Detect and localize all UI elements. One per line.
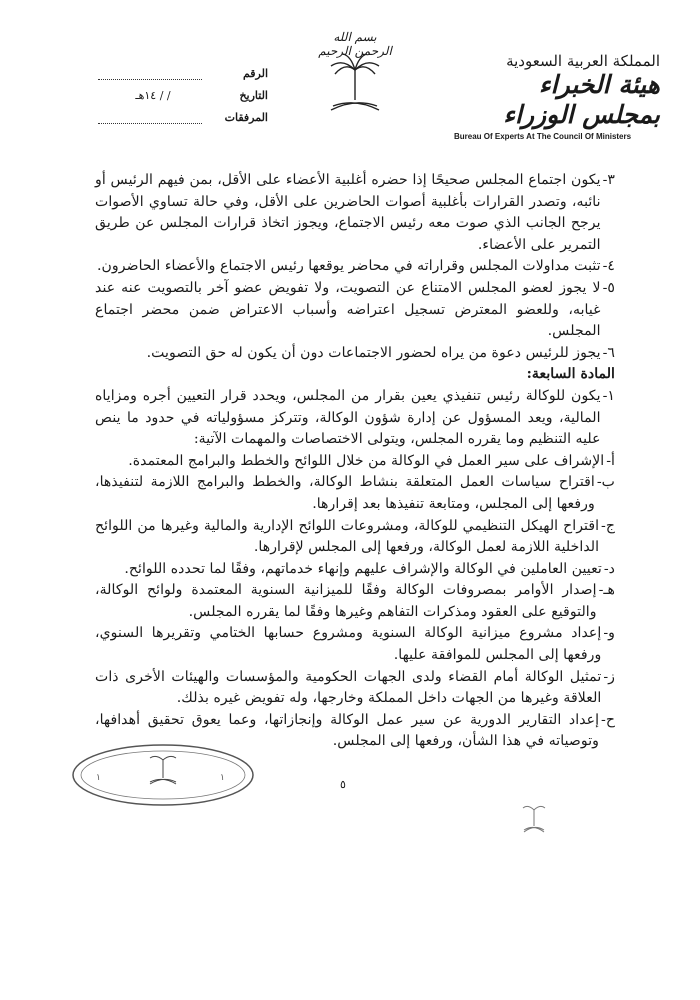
item-text: يجوز للرئيس دعوة من يراه لحضور الاجتماعات دون أن يكون له حق التصويت. — [146, 344, 601, 361]
item-text: لا يجوز لعضو المجلس الامتناع عن التصويت، ولا تفويض عضو آخر بالتصويت عنه عند غيابه، وللعضو المعترض تسجيل اعتراضه وأسباب الاعتراض ضمن محضر اجتماع المجلس. — [95, 279, 601, 340]
palm-swords-emblem-icon — [325, 48, 385, 118]
date-value: / / ١٤هـ — [135, 89, 171, 102]
page-number: ٥ — [340, 778, 346, 791]
authority-name-en: Bureau Of Experts At The Council Of Ministers — [454, 132, 632, 141]
sub-item-letter: هـ- — [598, 582, 615, 599]
sub-item — [95, 580, 615, 623]
item-number: ٤- — [602, 258, 615, 275]
sub-item — [95, 472, 615, 515]
small-seal-icon — [520, 800, 548, 840]
sub-item-text: إعداد التقارير الدورية عن سير عمل الوكالة وإنجازاتها، وعما يعوق تحقيق أهدافها، وتوصياته في هذا الشأن، ورفعها إلى المجلس. — [95, 711, 600, 750]
sub-item-letter: د- — [603, 560, 615, 577]
list-item — [95, 256, 615, 278]
sub-item — [95, 559, 615, 581]
item-text: يكون اجتماع المجلس صحيحًا إذا حضره أغلبية الأعضاء على الأقل، بمن فيهم الرئيس أو نائبه، وتصدر القرارات بأغلبية أصوات الحاضرين على الأقل، وفي حالة تساوي الأصوات يرجح الجانب الذي صوت معه رئيس الاجتماع، ويجوز اتخاذ قرارات المجلس عن طريق التمرير على الأعضاء. — [95, 172, 601, 253]
item-number: ٣- — [602, 172, 615, 188]
sub-item-text: اقتراح سياسات العمل المتعلقة بنشاط الوكالة، والخطط والبرامج اللازمة لتنفيذها، ورفعها إلى المجلس، ومتابعة تنفيذها بعد إقرارها. — [95, 474, 595, 512]
sub-item-text: تعيين العاملين في الوكالة والإشراف عليهم وإنهاء خدماتهم، وفقًا لما تحدده اللوائح. — [124, 560, 602, 577]
svg-text:١: ١ — [96, 773, 101, 783]
sub-item — [95, 451, 615, 473]
sub-item — [95, 516, 615, 559]
sub-item-letter: ج- — [601, 517, 615, 534]
sub-item-letter: ح- — [601, 711, 615, 728]
attachments-row — [98, 102, 268, 124]
item-number: ٦- — [602, 344, 615, 361]
list-item — [95, 278, 615, 343]
date-label: التاريخ — [239, 89, 268, 102]
number-row — [98, 58, 268, 80]
number-label: الرقم — [242, 67, 268, 80]
official-stamp-icon — [70, 742, 256, 808]
list-item — [95, 343, 615, 365]
attachments-label: المرفقات — [224, 111, 268, 124]
item-text: تثبت مداولات المجلس وقراراته في محاضر يوقعها رئيس الاجتماع والأعضاء الحاضرون. — [96, 258, 601, 275]
attachments-field — [98, 111, 202, 124]
date-row — [98, 80, 268, 102]
number-field — [98, 67, 202, 80]
sub-item-text: تمثيل الوكالة أمام القضاء ولدى الجهات الحكومية والمؤسسات والهيئات الأخرى ذات العلاقة وغيرها من الجهات داخل المملكة وخارجها، وله تفويض غيره بذلك. — [95, 668, 602, 707]
article-title: المادة السابعة: — [526, 366, 615, 383]
sub-item-text: إصدار الأوامر بمصروفات الوكالة وفقًا للميزانية السنوية المعتمدة ولوائح الوكالة، والتوقيع على العقود ومذكرات التفاهم وغيرها وفقًا لما يقرره المجلس. — [95, 582, 597, 620]
item-text: يكون للوكالة رئيس تنفيذي يعين بقرار من المجلس، ويحدد قرار التعيين أجره ومزاياه المالية، ويعد المسؤول عن إدارة شؤون الوكالة، وتتركز مسؤولياته في حدود ما ينص عليه التنظيم وما يقرره المجلس، ويتولى الاختصاصات والمهمات الآتية: — [95, 387, 601, 448]
list-item — [95, 170, 615, 256]
basmala: بسم الله الرحمن الرحيم — [318, 30, 392, 58]
letterhead-authority — [454, 52, 660, 141]
svg-text:١: ١ — [220, 773, 225, 783]
sub-item-text: اقتراح الهيكل التنظيمي للوكالة، ومشروعات اللوائح الإدارية والمالية وغيرها من اللوائح الداخلية اللازمة لعمل الوكالة، ورفعها إلى المجلس لإقرارها. — [95, 517, 600, 556]
sub-item — [95, 667, 615, 710]
sub-item-text: إعداد مشروع ميزانية الوكالة السنوية ومشروع حسابها الختامي وتقريرها السنوي، ورفعها إلى المجلس للموافقة عليها. — [95, 625, 602, 664]
sub-item-letter: ب- — [596, 474, 615, 491]
sub-item-letter: ز- — [603, 668, 615, 685]
authority-name-ar: هيئة الخبراء بمجلس الوزراء — [503, 70, 660, 129]
item-number: ١- — [602, 387, 615, 404]
sub-item-text: الإشراف على سير العمل في الوكالة من خلال اللوائح والخطط والبرامج المعتمدة. — [128, 452, 605, 469]
kingdom-name: المملكة العربية السعودية — [506, 52, 660, 70]
sub-item-letter: و- — [603, 625, 615, 642]
list-item — [95, 386, 615, 451]
sub-item — [95, 623, 615, 666]
reference-fields — [98, 58, 268, 124]
sub-item-letter: أ- — [606, 452, 615, 469]
document-body — [95, 170, 615, 753]
item-number: ٥- — [602, 279, 615, 296]
